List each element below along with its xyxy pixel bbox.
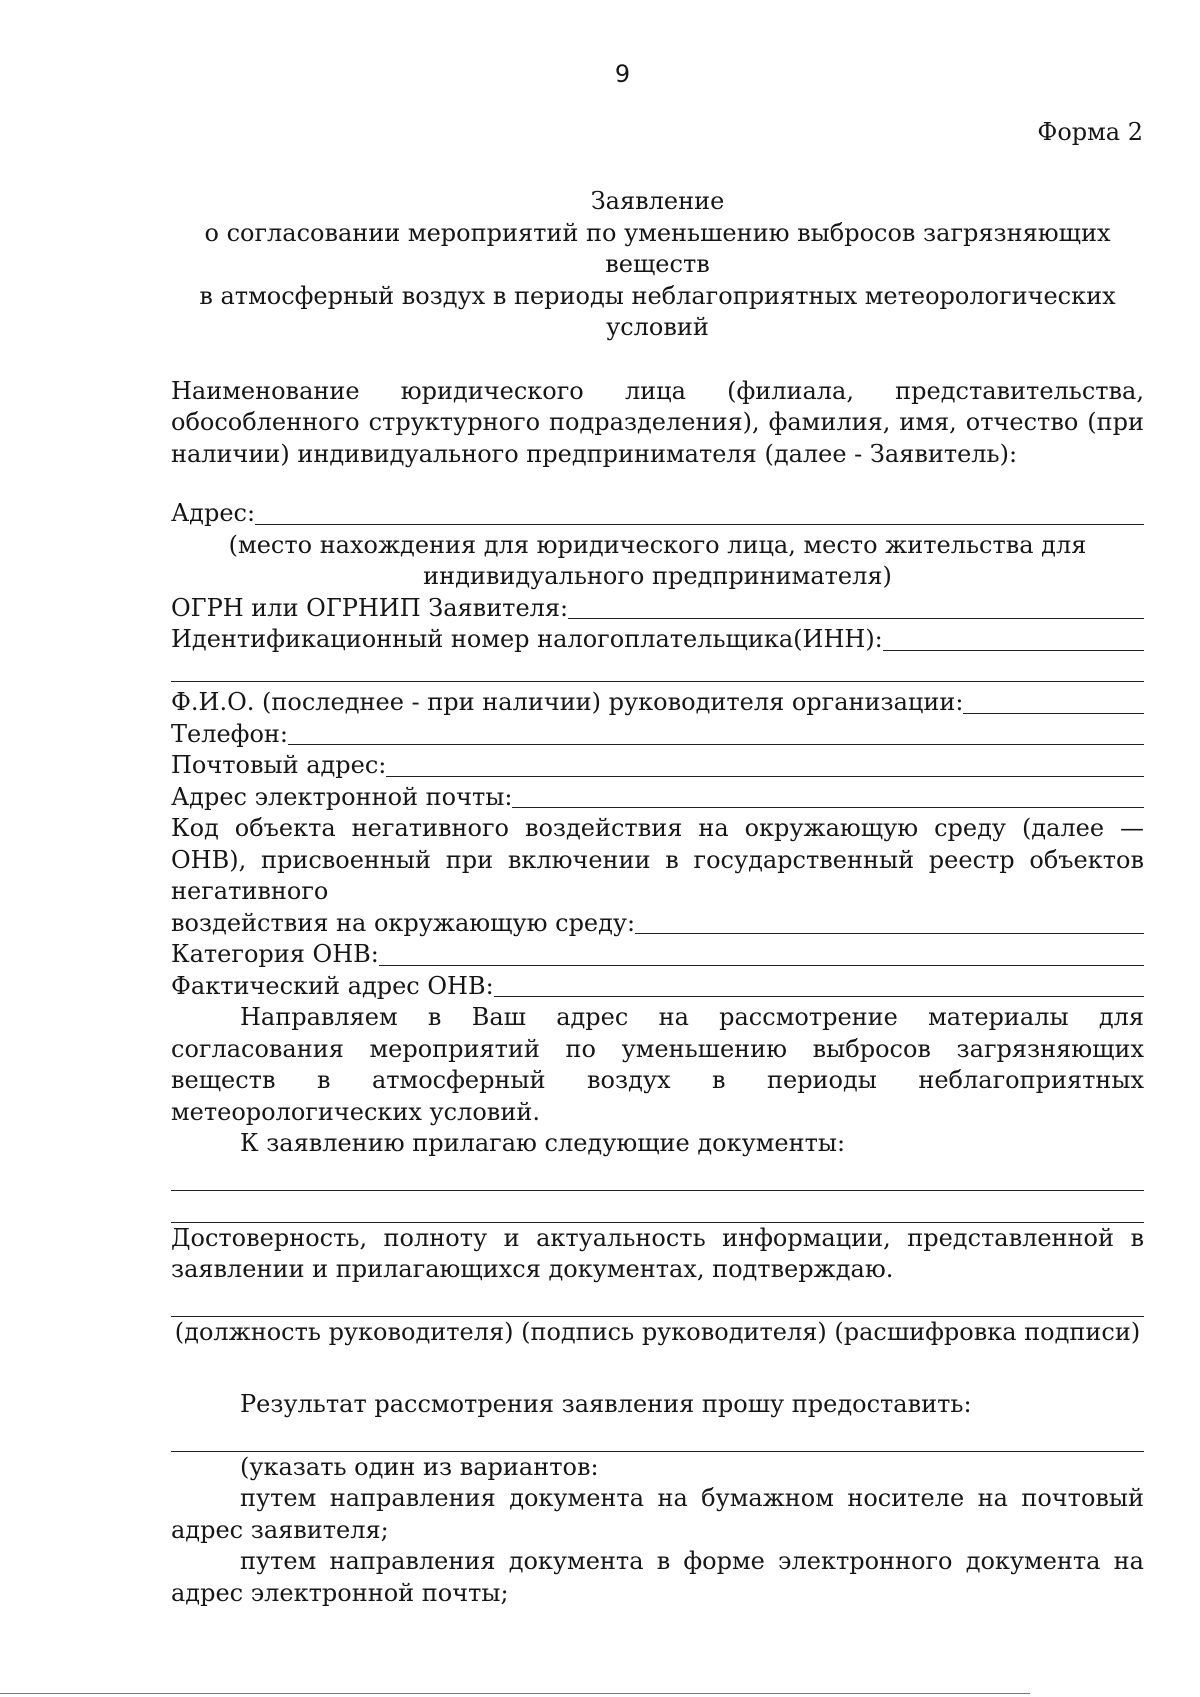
postal-address-label: Почтовый адрес: — [171, 751, 387, 779]
address-input-line[interactable] — [255, 500, 1144, 525]
address-hint: (место нахождения для юридического лица, место жительства для индивидуального предпринимателя) — [228, 530, 1087, 590]
onv-code-input-line[interactable] — [635, 909, 1144, 934]
inn-input-line[interactable] — [883, 626, 1144, 651]
inn-continuation-line[interactable] — [171, 680, 1144, 682]
ogrn-input-line[interactable] — [568, 594, 1144, 619]
document-subtitle-line-2: в атмосферный воздух в периоды неблагоприятных метеорологических условий — [199, 281, 1116, 341]
onv-address-input-line[interactable] — [494, 972, 1144, 997]
postal-address-input-line[interactable] — [386, 752, 1144, 777]
postal-address-field[interactable] — [171, 750, 1144, 782]
director-input-line[interactable] — [963, 689, 1144, 714]
email-field[interactable] — [171, 782, 1144, 814]
onv-code-field[interactable] — [171, 908, 1144, 940]
phone-label: Телефон: — [171, 719, 288, 748]
onv-address-label: Фактический адрес ОНВ: — [171, 971, 494, 1000]
document-title: Заявление — [590, 187, 725, 215]
onv-code-label-end: воздействия на окружающую среду: — [171, 908, 636, 937]
option-paper: путем направления документа на бумажном носителе на почтовый адрес заявителя; — [171, 1484, 1144, 1544]
address-label: Адрес: — [171, 499, 256, 527]
director-field[interactable] — [171, 687, 1144, 719]
attachments-line-1[interactable] — [171, 1189, 1144, 1191]
page-bottom-edge — [0, 1693, 1030, 1694]
address-field[interactable] — [171, 498, 1144, 530]
applicant-name-label: Наименование юридического лица (филиала, представительства, обособленного структурного подразделения), фамилия, имя, отчество (при наличии) индивидуального предпринимателя (далее - Заявитель): — [171, 376, 1144, 468]
inn-label: Идентификационный номер налогоплательщика(ИНН): — [171, 625, 883, 653]
confirmation-paragraph: Достоверность, полноту и актуальность информации, представленной в заявлении и прилагающихся документах, подтверждаю. — [171, 1223, 1144, 1283]
onv-category-field[interactable] — [171, 939, 1144, 971]
options-intro: (указать один из вариантов: — [240, 1452, 599, 1481]
phone-field[interactable] — [171, 719, 1144, 751]
document-body — [171, 186, 1144, 1609]
form-label: Форма 2 — [1037, 118, 1143, 146]
phone-input-line[interactable] — [288, 720, 1144, 745]
signature-caption: (должность руководителя) (подпись руководителя) (расшифровка подписи) — [174, 1318, 1141, 1346]
page-number: 9 — [614, 60, 631, 88]
onv-category-label: Категория ОНВ: — [171, 940, 379, 968]
option-email: путем направления документа в форме электронного документа на адрес электронной почты; — [171, 1547, 1144, 1607]
onv-address-field[interactable] — [171, 971, 1144, 1003]
ogrn-label: ОГРН или ОГРНИП Заявителя: — [171, 593, 569, 622]
onv-code-label: Код объекта негативного воздействия на окружающую среду (далее — ОНВ), присвоенный при включении в государственный реестр объектов негативного — [171, 814, 1144, 905]
document-subtitle-line-1: о согласовании мероприятий по уменьшению выбросов загрязняющих веществ — [204, 218, 1111, 278]
email-input-line[interactable] — [512, 783, 1144, 808]
onv-category-input-line[interactable] — [379, 941, 1144, 966]
result-label: Результат рассмотрения заявления прошу предоставить: — [240, 1389, 972, 1418]
attachments-label: К заявлению прилагаю следующие документы: — [240, 1129, 846, 1157]
email-label: Адрес электронной почты: — [171, 782, 513, 811]
inn-field[interactable] — [171, 624, 1144, 656]
ogrn-field[interactable] — [171, 593, 1144, 625]
request-paragraph: Направляем в Ваш адрес на рассмотрение материалы для согласования мероприятий по уменьшению выбросов загрязняющих веществ в атмосферный воздух в периоды неблагоприятных метеорологических условий. — [171, 1003, 1144, 1126]
director-label: Ф.И.О. (последнее - при наличии) руководителя организации: — [171, 688, 964, 716]
